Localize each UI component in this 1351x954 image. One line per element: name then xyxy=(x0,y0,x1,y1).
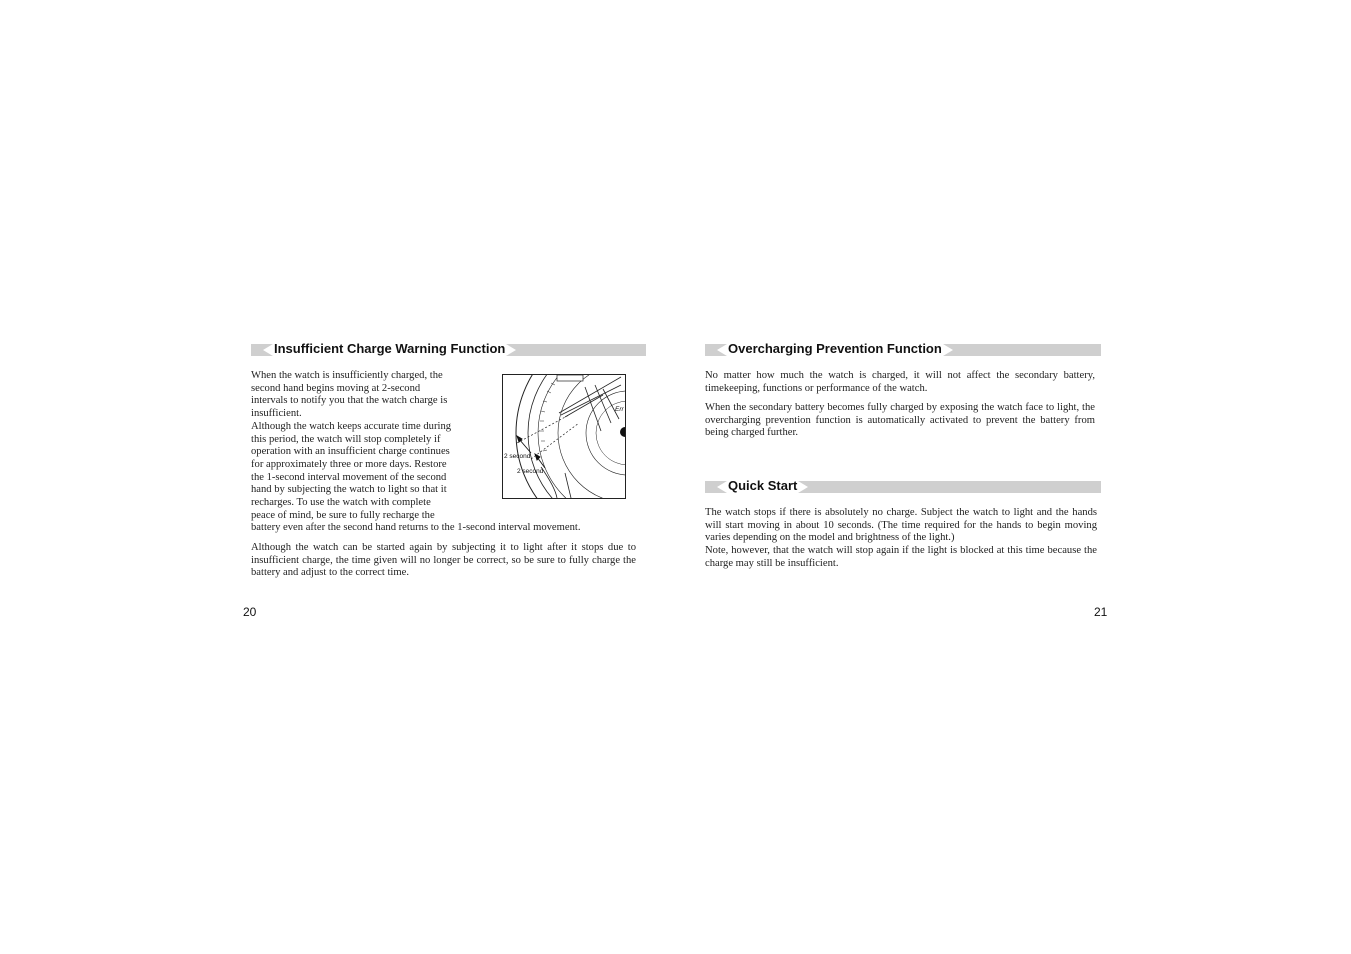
paragraph-restart-note: Although the watch can be started again by subjecting it to light after it stops due to insufficient charge, the time given will no longer be correct, so be sure to fully charge the battery and adjust to the correct time. xyxy=(251,542,636,579)
para-line: recharges. To use the watch with complete xyxy=(251,497,431,509)
para-line: the 1-second interval movement of the second xyxy=(251,471,447,483)
paragraph-overcharge-activation: When the secondary battery becomes fully charged by exposing the watch face to light, the overcharging prevention function is automatically activated to prevent the battery from being charged further. xyxy=(705,402,1095,439)
paragraph-overcharge-effect: No matter how much the watch is charged, it will not affect the secondary battery, timekeeping, functions or performance of the watch. xyxy=(705,370,1095,394)
paragraph-quick-start xyxy=(705,507,1097,571)
watch-second-hand-illustration xyxy=(502,374,626,499)
heading-arrow-left-icon xyxy=(717,344,727,356)
figure-label-2-second: 2 second xyxy=(504,453,531,460)
para-line: peace of mind, be sure to fully recharge the xyxy=(251,509,435,521)
heading-title: Quick Start xyxy=(728,478,798,493)
para-line: for approximately three or more days. Restore xyxy=(251,458,447,470)
para-line: Although the watch keeps accurate time during xyxy=(251,420,452,432)
figure-label-2-second: 2 second xyxy=(517,468,544,475)
para-line: hand by subjecting the watch to light so that it xyxy=(251,484,447,496)
heading-arrow-left-icon xyxy=(717,481,727,493)
page-number-left: 20 xyxy=(243,605,257,619)
heading-title: Insufficient Charge Warning Function xyxy=(274,341,506,356)
page-number-right: 21 xyxy=(1094,605,1108,619)
paragraph-warning-tail: battery even after the second hand returns to the 1-second interval movement. xyxy=(251,522,581,533)
para-line: intervals to notify you that the watch charge is xyxy=(251,395,448,407)
heading-quick-start xyxy=(705,478,1101,493)
heading-insufficient-charge xyxy=(251,341,646,356)
para-line: second hand begins moving at 2-second xyxy=(251,382,421,394)
para-line: When the watch is insufficiently charged, the xyxy=(251,370,443,381)
para-line: operation with an insufficient charge continues xyxy=(251,446,450,458)
para-line: Note, however, that the watch will stop again if the light is blocked at this time because the charge may still be insufficient. xyxy=(705,545,1097,569)
heading-title: Overcharging Prevention Function xyxy=(728,341,942,356)
paragraph-warning-intro xyxy=(251,370,471,522)
svg-text:Err: Err xyxy=(615,406,624,413)
para-line: insufficient. xyxy=(251,408,302,420)
para-line: The watch stops if there is absolutely no charge. Subject the watch to light and the hands will start moving in about 10 seconds. (The time required for the hands to begin moving varies depending on the model and brightness of the light.) xyxy=(705,507,1097,544)
heading-arrow-left-icon xyxy=(263,344,273,356)
para-line: this period, the watch will stop completely if xyxy=(251,433,441,445)
heading-overcharging-prevention xyxy=(705,341,1101,356)
